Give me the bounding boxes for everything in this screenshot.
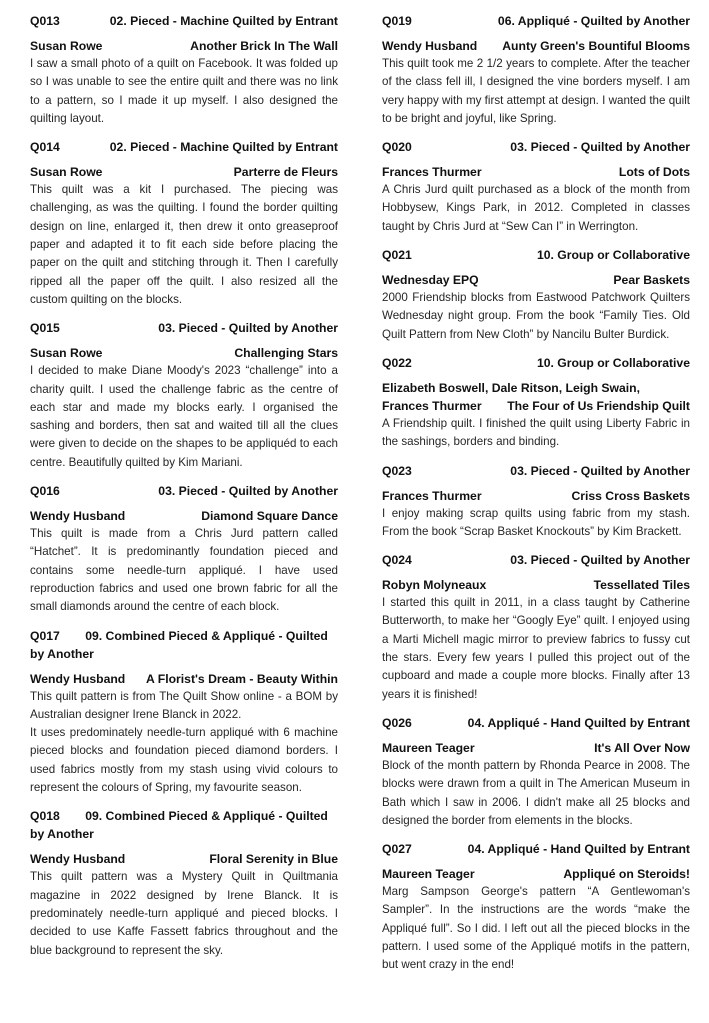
entry-title: Aunty Green's Bountiful Blooms xyxy=(502,39,690,53)
entry-maker: Wednesday EPQ xyxy=(382,273,479,288)
entry-title: Pear Baskets xyxy=(613,273,690,288)
quilt-entry xyxy=(382,840,690,974)
entry-description xyxy=(30,362,338,472)
entry-maker: Wendy Husband xyxy=(30,509,126,524)
entry-maker-title xyxy=(30,163,338,181)
quilt-entry xyxy=(382,12,690,128)
right-column xyxy=(382,12,690,985)
entry-number: Q013 xyxy=(30,14,60,28)
entry-description xyxy=(382,55,690,128)
entry-category: 03. Pieced - Quilted by Another xyxy=(158,484,338,499)
entry-number: Q015 xyxy=(30,321,60,336)
quilt-entry xyxy=(382,138,690,236)
entry-number: Q024 xyxy=(382,553,412,568)
entry-title: It's All Over Now xyxy=(594,740,690,755)
entry-description xyxy=(382,181,690,236)
description-paragraph: This quilt pattern is from The Quilt Show online - a BOM by Australian designer Irene Blanck in 2022. xyxy=(30,689,338,721)
entry-maker-title xyxy=(382,271,690,289)
entry-maker-title xyxy=(30,670,338,688)
entry-maker: Robyn Molyneaux xyxy=(382,578,487,593)
entry-maker: Susan Rowe xyxy=(30,346,103,361)
entry-maker-title xyxy=(382,379,690,415)
description-paragraph: 2000 Friendship blocks from Eastwood Patchwork Quilters Wednesday night group. From the book “Family Ties. Old Quilt Pattern from New Cloth” by Nancilu Bulter Burdick. xyxy=(382,291,690,341)
description-paragraph: A Friendship quilt. I finished the quilt using Liberty Fabric in the sashings, borders and binding. xyxy=(382,416,690,449)
entry-description xyxy=(382,883,690,974)
entry-title: Criss Cross Baskets xyxy=(571,488,690,503)
entry-header xyxy=(382,714,690,732)
description-paragraph: I saw a small photo of a quilt on Facebook. It was folded up so I was unable to see the entire quilt and there was no link to a pattern, so I made it up myself. I also designed the quilting layout. xyxy=(30,57,338,125)
entry-category: 03. Pieced - Quilted by Another xyxy=(510,553,690,568)
quilt-entry xyxy=(382,462,690,542)
entry-description xyxy=(30,868,338,959)
description-paragraph: This quilt took me 2 1/2 years to complete. After the teacher of the class fell ill, I designed the vine borders myself. I am very happy with my first attempt at design. I wanted the quilt to be bright and joyful, like Spring. xyxy=(382,57,690,125)
entry-title: Challenging Stars xyxy=(234,346,338,361)
entry-maker-title xyxy=(30,37,338,55)
entry-title: Another Brick In The Wall xyxy=(190,39,338,53)
entry-maker: Susan Rowe xyxy=(30,165,103,180)
entry-description xyxy=(30,525,338,616)
entry-maker: Wendy Husband xyxy=(30,852,126,867)
entry-maker: Elizabeth Boswell, Dale Ritson, Leigh Swain, Frances Thurmer xyxy=(382,380,641,413)
description-paragraph: I started this quilt in 2011, in a class taught by Catherine Butterworth, to make her “Googly Eye” quilt. I enjoyed using a Marti Michell magic mirror to preview fabrics to fussy cut the stars. Every few years I pulled this project out of the cupboard and made a couple more blocks. Finally after 13 years it is finished! xyxy=(382,596,690,701)
quilt-entry xyxy=(30,12,338,128)
entry-header xyxy=(30,138,338,156)
entry-title: A Florist's Dream - Beauty Within xyxy=(146,671,338,686)
description-paragraph: This quilt was a kit I purchased. The piecing was challenging, as was the quilting. I found the border quilting design on line, enlarged it, then drew it onto greaseproof paper and adapted it to fit each side before placing the paper on the quilt and stitching through it. Then I carefully ripped all the paper off the quilt. I also resized all the custom quilting on the blocks. xyxy=(30,183,338,306)
entry-header xyxy=(382,138,690,156)
description-paragraph: This quilt is made from a Chris Jurd pattern called “Hatchet”. It is predominantly foundation pieced and contains some needle-turn appliqué. I have used reproduction fabrics and used one brown fabric for all the small diamonds around the centre of each block. xyxy=(30,527,338,614)
entry-maker-title xyxy=(382,487,690,505)
entry-header xyxy=(382,246,690,264)
entry-category: 06. Appliqué - Quilted by Another xyxy=(497,14,690,28)
description-paragraph: Block of the month pattern by Rhonda Pearce in 2008. The blocks were drawn from a quilt in The American Museum in Bath which I saw in 2006. I didn't make all 25 blocks and designed the border from elements in the blocks. xyxy=(382,758,690,827)
entry-category: 10. Group or Collaborative xyxy=(536,248,690,263)
entry-header xyxy=(382,840,690,858)
entry-category: 04. Appliqué - Hand Quilted by Entrant xyxy=(467,842,690,857)
quilt-entry xyxy=(30,807,338,959)
entry-description xyxy=(382,594,690,704)
entry-number: Q018 xyxy=(30,809,60,824)
entry-description xyxy=(382,757,690,830)
entry-number: Q021 xyxy=(382,248,412,263)
entry-number: Q017 xyxy=(30,628,60,643)
entry-number: Q016 xyxy=(30,484,60,499)
description-paragraph: It uses predominately needle-turn appliqué with 6 machine pieced blocks and foundation pieced diamond borders. I used fabrics mostly from my stash using vivid colours to represent the colours of Spring, my favourite season. xyxy=(30,726,338,795)
quilt-entry xyxy=(30,138,338,309)
entry-title: Floral Serenity in Blue xyxy=(209,852,338,867)
entry-header xyxy=(382,354,690,372)
entry-description xyxy=(382,415,690,452)
entry-header xyxy=(382,462,690,480)
entry-category: 03. Pieced - Quilted by Another xyxy=(158,321,338,336)
entry-category: 02. Pieced - Machine Quilted by Entrant xyxy=(109,14,338,28)
entry-header xyxy=(30,482,338,500)
entry-category: 03. Pieced - Quilted by Another xyxy=(510,463,690,478)
description-paragraph: A Chris Jurd quilt purchased as a block of the month from Hobbysew, Kings Park, in 2012. Completed in classes taught by Chris Jurd at “Sew Can I” in Werrington. xyxy=(382,183,690,233)
left-column xyxy=(30,12,338,985)
entry-maker-title xyxy=(382,163,690,181)
quilt-entry xyxy=(30,319,338,472)
entry-maker-title xyxy=(30,344,338,362)
entry-category: 09. Combined Pieced & Appliqué - Quilted by Another xyxy=(30,628,328,661)
entry-maker: Maureen Teager xyxy=(382,867,475,882)
entry-number: Q019 xyxy=(382,14,412,28)
description-paragraph: I decided to make Diane Moody's 2023 “challenge” into a charity quilt. I used the challenge fabric as the centre of each star and made my blocks early. I organised the sashing and borders, then sat and waited till all the clues were given to decide on the shapes to be appliquéd to each centre. Beautifully quilted by Kim Mariani. xyxy=(30,364,338,469)
entry-category: 09. Combined Pieced & Appliqué - Quilted by Another xyxy=(30,809,328,842)
entry-maker-title xyxy=(382,37,690,55)
entry-maker-title xyxy=(30,507,338,525)
entry-maker: Wendy Husband xyxy=(382,39,478,53)
entry-header xyxy=(30,319,338,337)
entry-number: Q022 xyxy=(382,355,412,370)
entry-description xyxy=(382,289,690,344)
entry-maker-title xyxy=(382,576,690,594)
entry-title: Tessellated Tiles xyxy=(593,578,690,593)
entry-maker: Susan Rowe xyxy=(30,39,103,53)
quilt-entry xyxy=(382,551,690,704)
entry-maker: Frances Thurmer xyxy=(382,488,482,503)
catalogue-page xyxy=(30,12,690,985)
entry-number: Q023 xyxy=(382,463,412,478)
entry-maker-title xyxy=(382,739,690,757)
entry-description xyxy=(30,55,338,128)
entry-number: Q020 xyxy=(382,140,412,155)
entry-maker-title xyxy=(30,850,338,868)
entry-header xyxy=(30,12,338,30)
entry-category: 02. Pieced - Machine Quilted by Entrant xyxy=(109,140,338,155)
entry-maker-title xyxy=(382,865,690,883)
entry-title: Appliqué on Steroids! xyxy=(563,867,690,882)
entry-maker: Frances Thurmer xyxy=(382,165,482,180)
description-paragraph: This quilt pattern was a Mystery Quilt in Quiltmania magazine in 2022 designed by Irene Blanck. It is predominately needle-turn appliqué and pieced blocks. I decided to use Kaffe Fassett fabrics throughout and the blue background to represent the sky. xyxy=(30,870,338,957)
entry-title: The Four of Us Friendship Quilt xyxy=(507,398,690,413)
entry-header xyxy=(382,551,690,569)
entry-title: Parterre de Fleurs xyxy=(233,165,338,180)
entry-header xyxy=(30,627,338,663)
entry-maker: Maureen Teager xyxy=(382,740,475,755)
entry-number: Q027 xyxy=(382,842,412,857)
entry-description xyxy=(30,688,338,798)
entry-header xyxy=(382,12,690,30)
entry-category: 10. Group or Collaborative xyxy=(536,355,690,370)
quilt-entry xyxy=(382,246,690,344)
entry-title: Lots of Dots xyxy=(618,165,690,180)
description-paragraph: I enjoy making scrap quilts using fabric from my stash. From the book “Scrap Basket Knockouts” by Kim Brackett. xyxy=(382,506,690,538)
entry-header xyxy=(30,807,338,843)
description-paragraph: Marg Sampson George's pattern “A Gentlewoman's Sampler”. In the instructions are the words “make the Appliqué full”. So I did. I left out all the pieced blocks in the pattern. I used some of the Appliqué motifs in the pattern, but went crazy in the end! xyxy=(382,885,690,972)
quilt-entry xyxy=(382,714,690,830)
quilt-entry xyxy=(30,482,338,616)
quilt-entry xyxy=(382,354,690,452)
entry-number: Q026 xyxy=(382,715,412,730)
entry-category: 04. Appliqué - Hand Quilted by Entrant xyxy=(467,715,690,730)
entry-title: Diamond Square Dance xyxy=(201,509,338,524)
entry-number: Q014 xyxy=(30,140,60,155)
quilt-entry xyxy=(30,627,338,798)
entry-category: 03. Pieced - Quilted by Another xyxy=(510,140,690,155)
entry-description xyxy=(382,505,690,542)
entry-description xyxy=(30,181,338,309)
entry-maker: Wendy Husband xyxy=(30,671,126,686)
